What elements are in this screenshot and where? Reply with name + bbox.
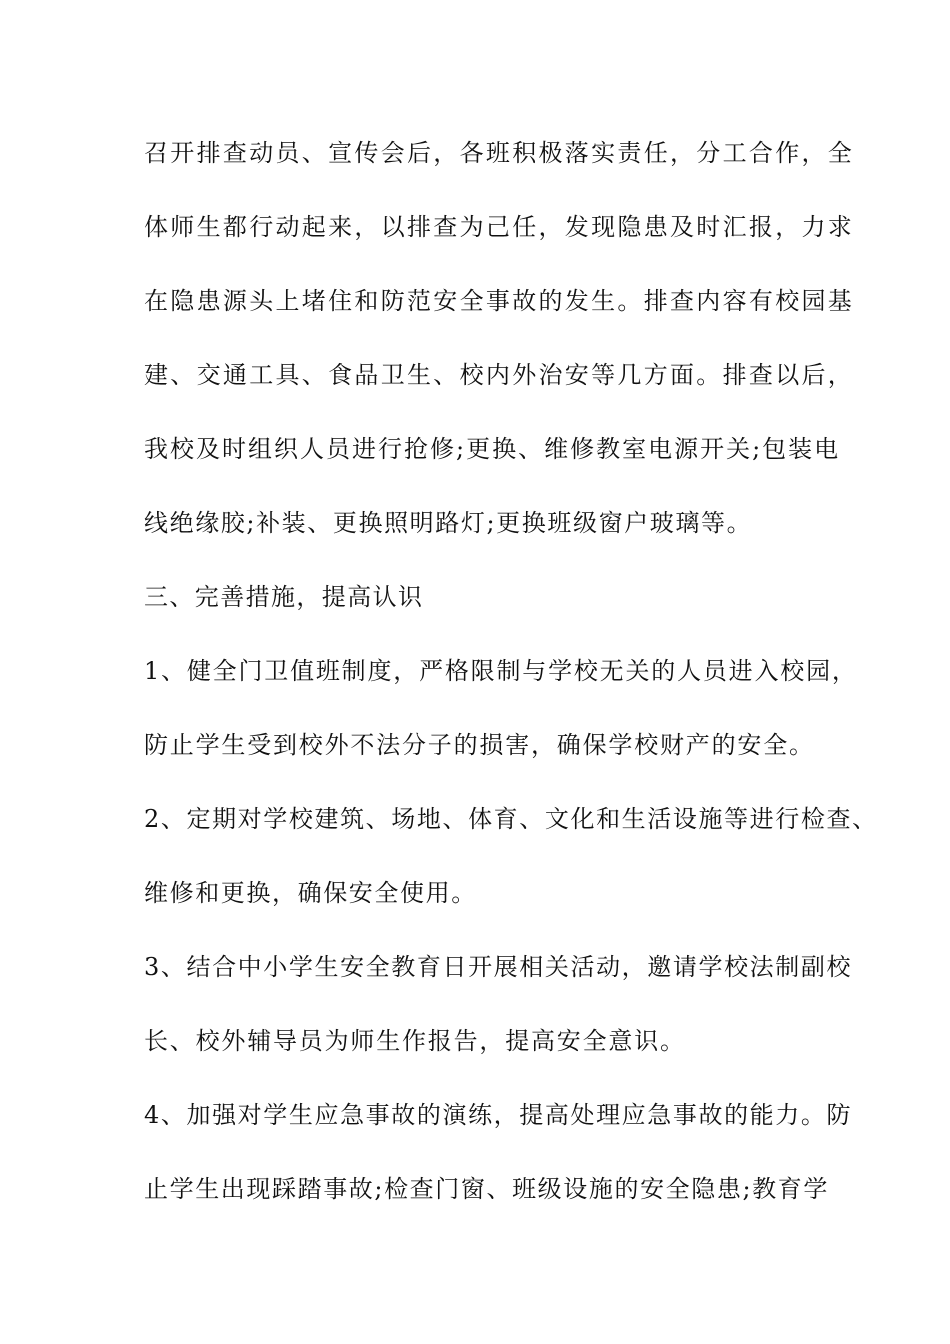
- paragraph-line: 建、交通工具、食品卫生、校内外治安等几方面。排查以后，: [144, 361, 855, 389]
- list-item-3-line: 3、结合中小学生安全教育日开展相关活动，邀请学校法制副校: [144, 953, 853, 981]
- paragraph-line: 线绝缘胶;补装、更换照明路灯;更换班级窗户玻璃等。: [144, 509, 753, 537]
- list-item-1-line: 1、健全门卫值班制度，严格限制与学校无关的人员进入校园，: [144, 657, 858, 685]
- paragraph-line: 体师生都行动起来，以排查为己任，发现隐患及时汇报，力求: [144, 213, 855, 241]
- list-item-4-line: 止学生出现踩踏事故;检查门窗、班级设施的安全隐患;教育学: [144, 1175, 829, 1203]
- list-item-2-line: 维修和更换，确保安全使用。: [144, 879, 477, 907]
- section-heading: 三、完善措施，提高认识: [144, 583, 424, 611]
- list-item-2-line: 2、定期对学校建筑、场地、体育、文化和生活设施等进行检查、: [144, 805, 878, 833]
- list-item-3-line: 长、校外辅导员为师生作报告，提高安全意识。: [144, 1027, 686, 1055]
- list-item-4-line: 4、加强对学生应急事故的演练，提高处理应急事故的能力。防: [144, 1101, 853, 1129]
- list-item-1-line: 防止学生受到校外不法分子的损害，确保学校财产的安全。: [144, 731, 815, 759]
- paragraph-line: 召开排查动员、宣传会后，各班积极落实责任，分工合作，全: [144, 139, 855, 167]
- paragraph-line: 我校及时组织人员进行抢修;更换、维修教室电源开关;包装电: [144, 435, 841, 463]
- paragraph-line: 在隐患源头上堵住和防范安全事故的发生。排查内容有校园基: [144, 287, 855, 315]
